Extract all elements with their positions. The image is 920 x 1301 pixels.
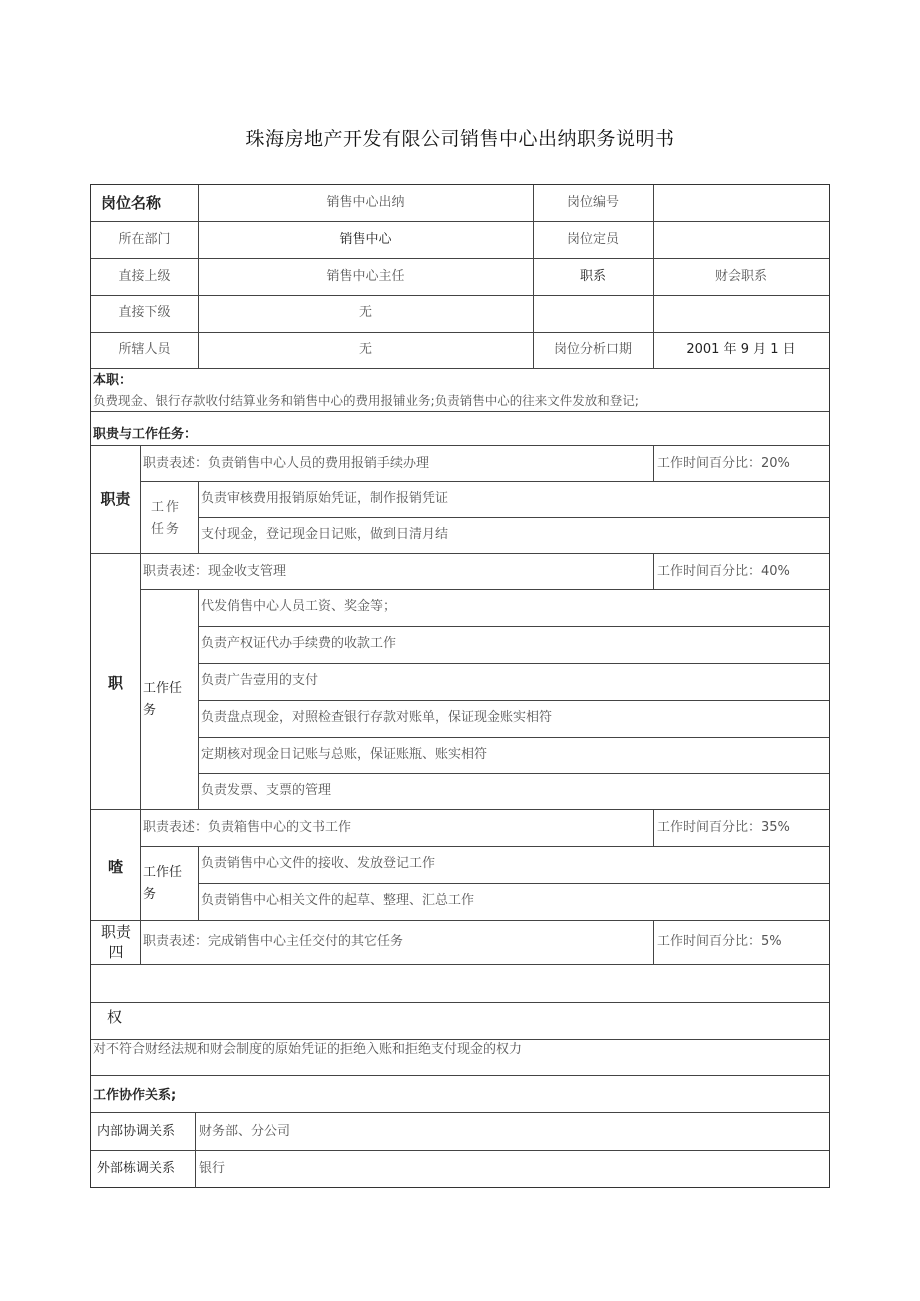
duties-heading: 职贵与工作任务： (93, 427, 198, 442)
duty-3-task-label: 工作任务 (143, 865, 183, 902)
duty-2-task-label: 工作任务 (143, 681, 183, 718)
duty-1-task-label: 工作任务 (151, 500, 182, 537)
duty-4-label: 职责四 (100, 923, 131, 961)
position-name-label: 岗位名称 (101, 194, 162, 212)
job-series-label: 职系 (579, 269, 606, 284)
duty-2-task-5: 定期核对现金日记账与总账，保证账瓶、账实相符 (201, 747, 488, 762)
duty-1-task-2: 支付现金，登记现金日记账，做到日清月结 (201, 527, 449, 542)
duty-summary-text: 负费现金、银行存款收付结算业务和销售中心的费用报铺业务;负责销售中心的往来文件发放和登记; (93, 393, 639, 408)
superior-value: 销售中心主任 (326, 269, 405, 284)
managed-staff-value: 无 (358, 342, 372, 357)
authority-label: 权 (107, 1008, 123, 1026)
internal-relations-value: 财务部、分公司 (199, 1124, 291, 1139)
duty-4-percent: 工作时间百分比：5% (657, 934, 782, 949)
managed-staff-label: 所辖人员 (118, 342, 171, 357)
duty-2-description: 职责表述：现金收支管理 (143, 564, 287, 579)
analysis-date-label: 岗位分析口期 (553, 342, 632, 357)
relations-heading: 工作协作关系; (93, 1088, 177, 1103)
duty-2-task-3: 负责广告壹用的支付 (201, 673, 319, 688)
superior-label: 直接上级 (118, 269, 171, 284)
duty-summary-label: 本职： (93, 373, 133, 388)
duty-2-task-6: 负责发票、支票的管理 (201, 783, 332, 798)
duty-2-task-1: 代发俏售中心人员工资、奖金等； (201, 599, 397, 614)
department-label: 所在部门 (118, 232, 171, 247)
subordinate-value: 无 (358, 305, 372, 320)
duty-1-percent: 工作时间百分比：20% (657, 456, 790, 471)
external-relations-value: 银行 (199, 1161, 226, 1176)
document-title: 珠海房地产开发有限公司销售中心出纳职务说明书 (245, 128, 675, 150)
external-relations-label: 外部栋调关系 (97, 1161, 176, 1176)
duty-3-task-2: 负责销售中心相关文件的起草、整理、汇总工作 (201, 893, 475, 908)
duty-3-description: 职责表述：负责箱售中心的文书工作 (143, 820, 352, 835)
duty-2-task-2: 负责产权证代办手续费的收款工作 (201, 636, 397, 651)
job-series-value: 财会职系 (714, 269, 767, 284)
analysis-date-value: 2001 年 9 月 1 日 (686, 342, 796, 357)
duty-2-label: 职 (107, 674, 123, 692)
duty-3-task-1: 负责销售中心文件的接收、发放登记工作 (201, 856, 436, 871)
headcount-label: 岗位定员 (566, 232, 619, 247)
duty-2-task-4: 负责盘点现金，对照检查银行存款对账单，保证现金账实相符 (201, 710, 553, 725)
duty-2-percent: 工作时间百分比：40% (657, 564, 790, 579)
duty-3-percent: 工作时间百分比：35% (657, 820, 790, 835)
position-name-value: 销售中心出纳 (326, 195, 405, 210)
authority-text: 对不符合财经法规和财会制度的原始凭证的拒绝入账和拒绝支付现金的权力 (93, 1042, 523, 1057)
position-code-label: 岗位编号 (566, 195, 619, 210)
duty-1-task-1: 负责审核费用报销原始凭证，制作报销凭证 (201, 491, 449, 506)
duty-1-label: 职责 (100, 490, 131, 508)
department-value: 销售中心 (339, 232, 392, 247)
duty-3-label: 喳 (107, 858, 123, 876)
internal-relations-label: 内部协调关系 (97, 1124, 176, 1139)
duty-4-description: 职责表述：完成销售中心主任交付的其它任务 (143, 934, 404, 949)
duty-1-description: 职责表述：负责销售中心人员的费用报销手续办理 (143, 456, 430, 471)
job-description-table (90, 184, 830, 1188)
subordinate-label: 直接下级 (118, 305, 171, 320)
